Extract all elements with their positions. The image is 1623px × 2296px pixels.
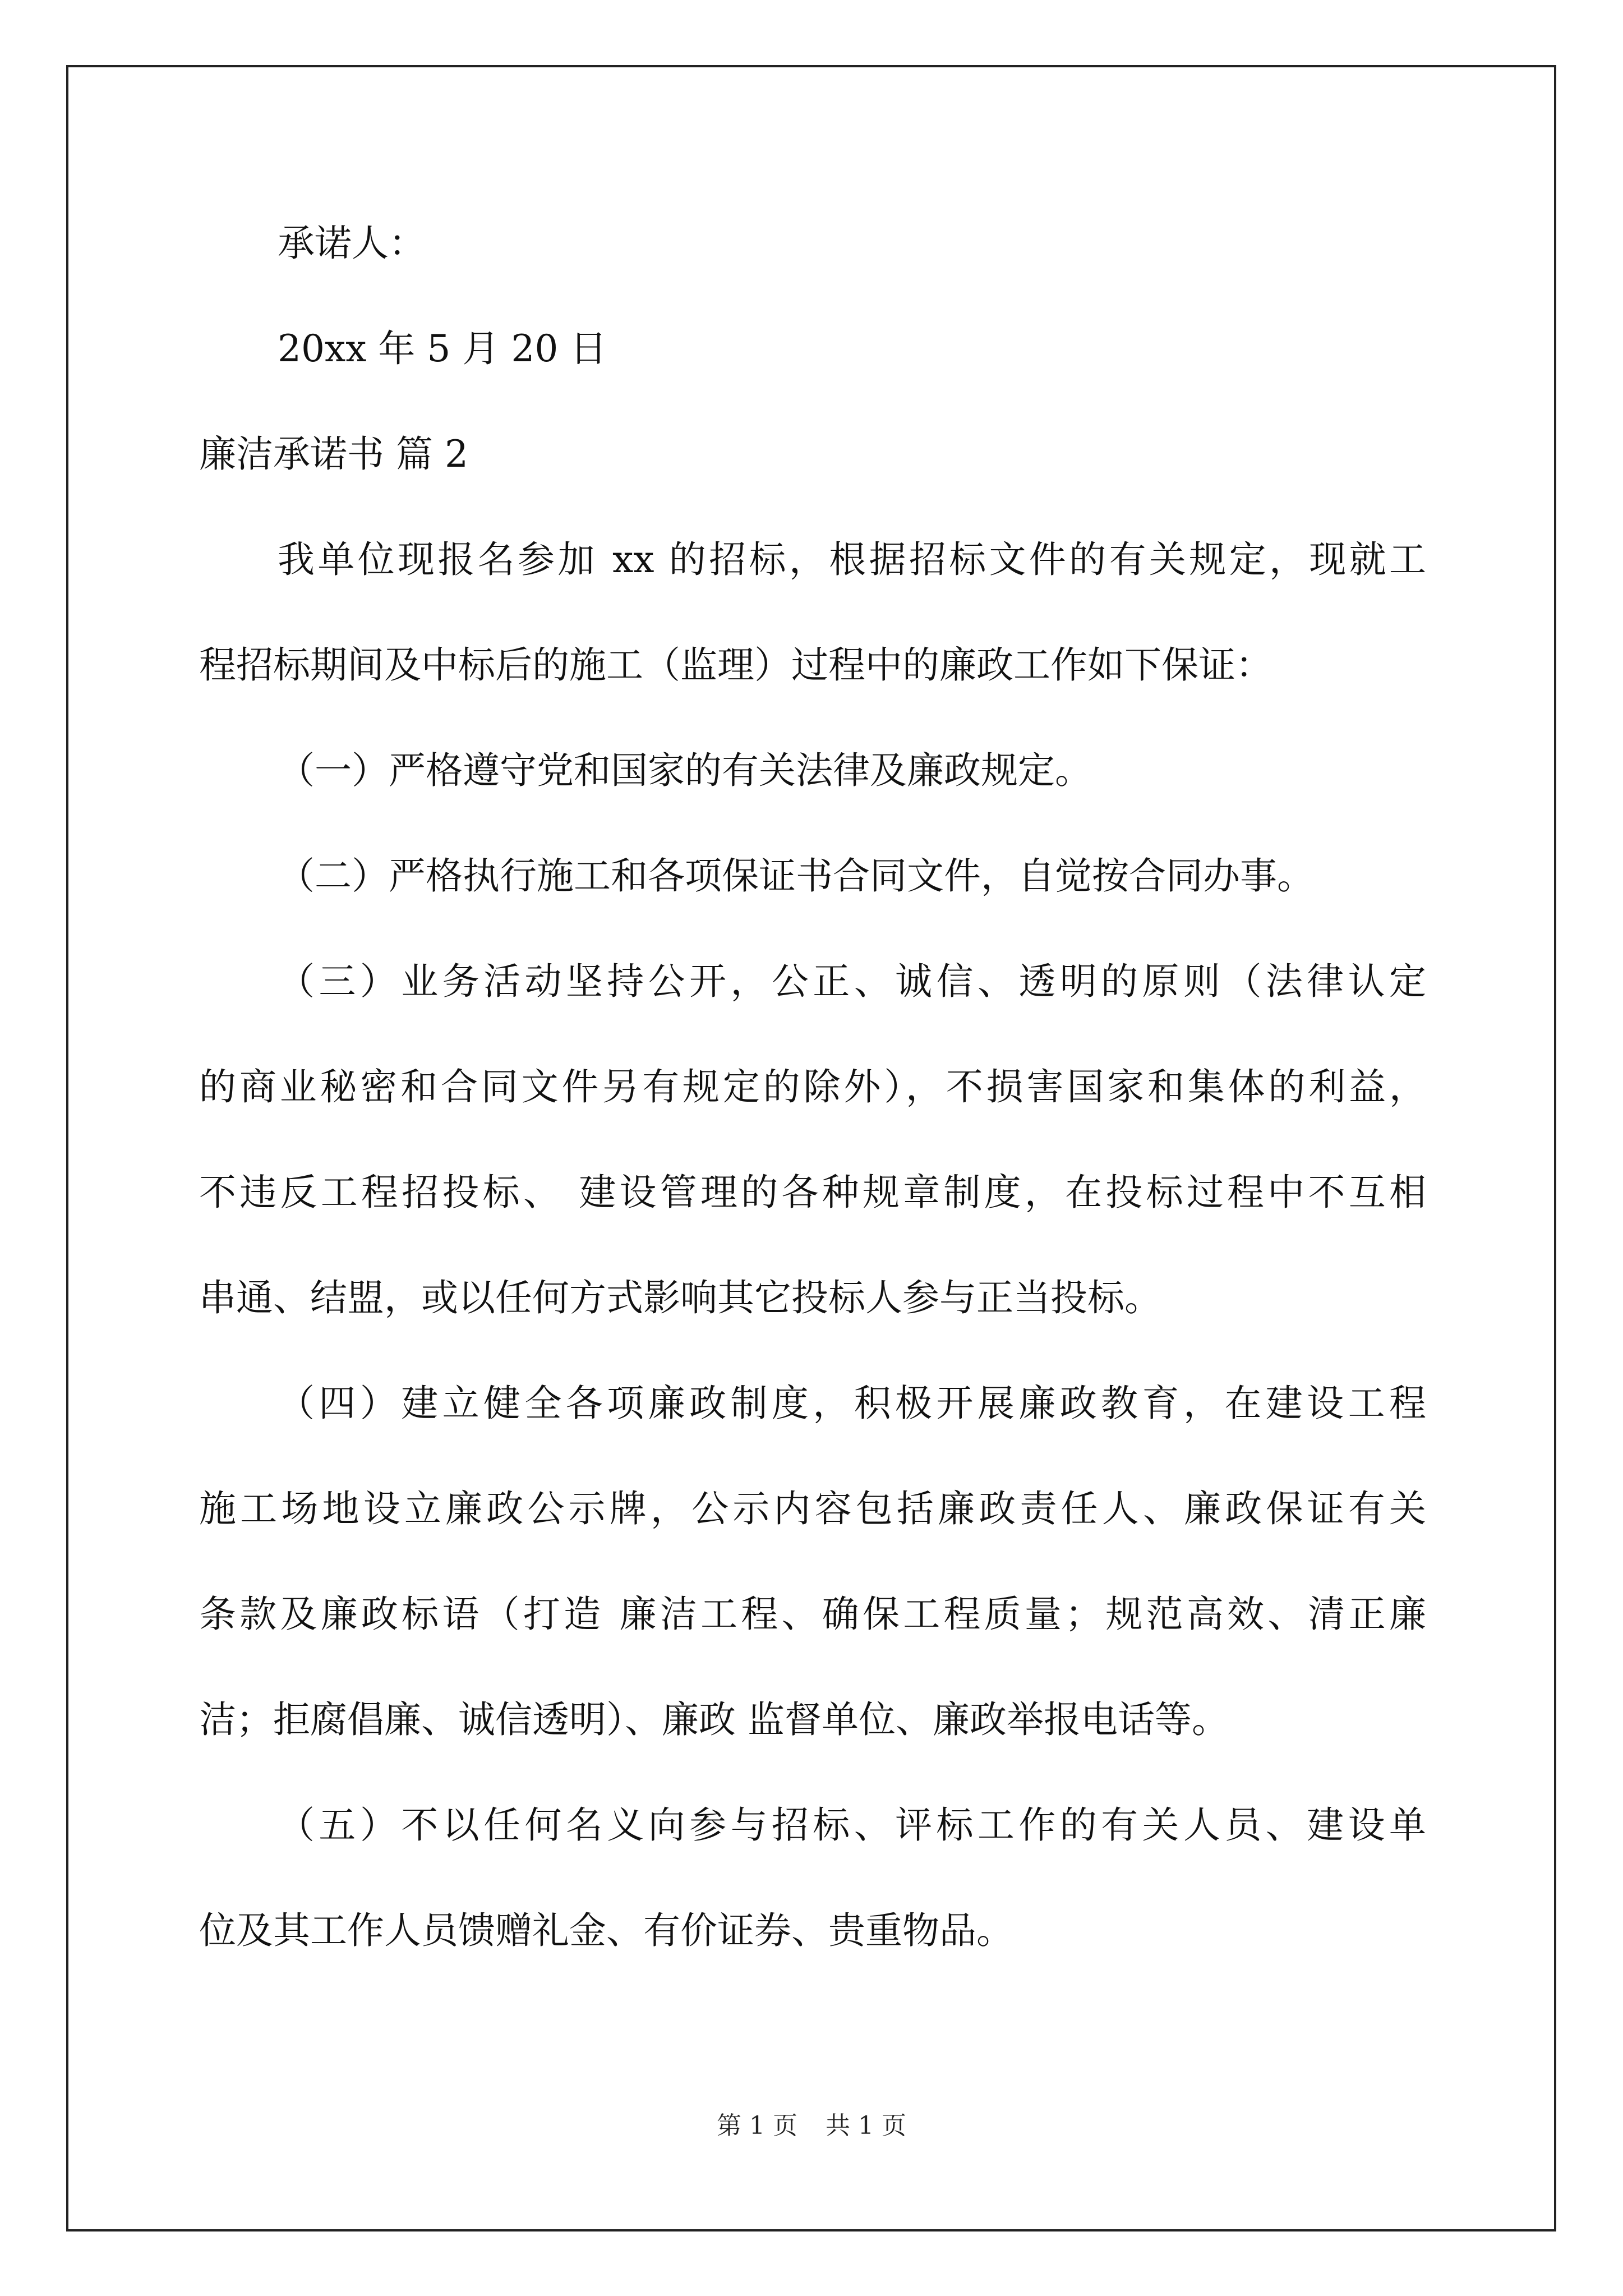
clause-4-line: 施工场地设立廉政公示牌，公示内容包括廉政责任人、廉政保证有关 [199, 1487, 1426, 1530]
clause-3-line: 的商业秘密和合同文件另有规定的除外），不损害国家和集体的利益， [199, 1065, 1426, 1108]
intro-paragraph-line: 程招标期间及中标后的施工（监理）过程中的廉政工作如下保证： [199, 643, 1272, 687]
clause-3-line: 不违反工程招投标、 建设管理的各种规章制度，在投标过程中不互相 [199, 1171, 1426, 1214]
intro-paragraph-line: 我单位现报名参加 xx 的招标，根据招标文件的有关规定，现就工 [278, 538, 1426, 581]
clause-5-line: （五）不以任何名义向参与招标、评标工作的有关人员、建设单 [278, 1803, 1426, 1847]
clause-2-line: （二）严格执行施工和各项保证书合同文件，自觉按合同办事。 [278, 854, 1314, 898]
clause-5-line: 位及其工作人员馈赠礼金、有价证券、贵重物品。 [199, 1909, 1013, 1952]
clause-1-line: （一）严格遵守党和国家的有关法律及廉政规定。 [278, 749, 1092, 792]
clause-3-line: （三）业务活动坚持公开，公正、诚信、透明的原则（法律认定 [278, 960, 1426, 1003]
clause-4-line: （四）建立健全各项廉政制度，积极开展廉政教育，在建设工程 [278, 1382, 1426, 1425]
clause-3-line: 串通、结盟，或以任何方式影响其它投标人参与正当投标。 [199, 1276, 1161, 1319]
page-number: 第 1 页 [717, 2111, 797, 2140]
signature-line: 承诺人： [278, 222, 426, 265]
section-title: 廉洁承诺书 篇 2 [199, 432, 468, 476]
clause-4-line: 条款及廉政标语（打造 廉洁工程、确保工程质量；规范高效、清正廉 [199, 1593, 1426, 1636]
date-line: 20xx 年 5 月 20 日 [278, 327, 607, 370]
clause-4-line: 洁；拒腐倡廉、诚信透明）、廉政 监督单位、廉政举报电话等。 [199, 1698, 1229, 1741]
page-footer [0, 2109, 1623, 2143]
page-total: 共 1 页 [826, 2111, 906, 2140]
